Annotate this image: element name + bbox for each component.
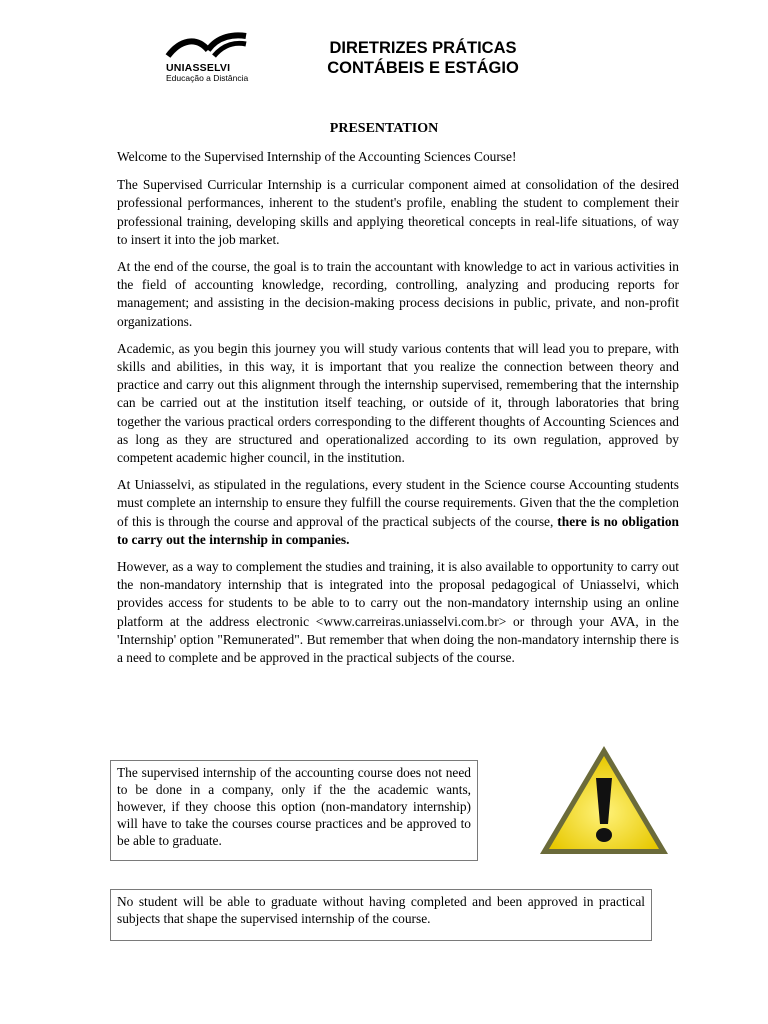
paragraph-4-text: At Uniasselvi, as stipulated in the regulations, every student in the Science course Accounting students must complete an internship to ensure they fulfill the course requirements. Given that the the completion of this is through the course and approval of the practical subjects of the course, [117, 477, 679, 529]
paragraph-3: Academic, as you begin this journey you will study various contents that will lead you to prepare, with skills and abilities, in this way, it is important that you realize the connection between theory and practice and carry out this alignment through the internship supervised, remembering that the internship can be carried out at the institution itself teaching, or outside of it, through laboratories that bring together the various practical orders corresponding to the different thoughts of Accounting Sciences and as long as they are structured and operationalized according to its own regulation, approved by competent academic higher council, in the institution. [117, 340, 679, 466]
paragraph-4-emphasis: there is no obligation to carry out the internship in companies. [117, 513, 679, 547]
section-heading: PRESENTATION [329, 121, 439, 136]
document-title-line2: CONTÁBEIS E ESTÁGIO [327, 59, 519, 77]
warning-triangle-icon [536, 742, 672, 858]
paragraph-4 [117, 476, 679, 549]
paragraph-1: The Supervised Curricular Internship is a curricular component aimed at consolidation of the desired professional performances, inherent to the student's profile, enabling the student to complement their professional training, developing skills and applying theoretical concepts in real-life situations, of way to insert it into the job market. [117, 177, 679, 247]
body-text [117, 148, 679, 676]
note-box-graduation: No student will be able to graduate without having completed and been approved in practical subjects that shape the supervised internship of the course. [110, 889, 652, 941]
paragraph-5: However, as a way to complement the studies and training, it is also available to opportunity to carry out the non-mandatory internship that is integrated into the proposal pedagogical of Uniasselvi, which provides access for students to be able to to carry out the non-mandatory internship using an online platform at the address electronic <www.carreiras.uniasselvi.com.br> or through your AVA, in the 'Internship' option "Remunerated". But remember that when doing the non-mandatory internship there is a need to complete and be approved in the practical subjects of the course. [117, 559, 679, 666]
welcome-paragraph: Welcome to the Supervised Internship of the Accounting Sciences Course! [117, 149, 517, 164]
document-title-line1: DIRETRIZES PRÁTICAS [329, 39, 517, 57]
logo-name: UNIASSELVI [166, 62, 231, 74]
document-title [318, 38, 528, 78]
paragraph-2: At the end of the course, the goal is to train the accountant with knowledge to act in various activities in the field of accounting knowledge, recording, controlling, analyzing and producing reports for management; and assisting in the decision-making process decisions in public, private, and non-profit organizations. [117, 259, 679, 329]
note-box-internship: The supervised internship of the accounting course does not need to be done in a company, only if the the academic wants, however, if they choose this option (non-mandatory internship) will have to take the courses course practices and be approved to be able to graduate. [110, 760, 478, 861]
logo-subtitle: Educação a Distância [166, 73, 249, 83]
